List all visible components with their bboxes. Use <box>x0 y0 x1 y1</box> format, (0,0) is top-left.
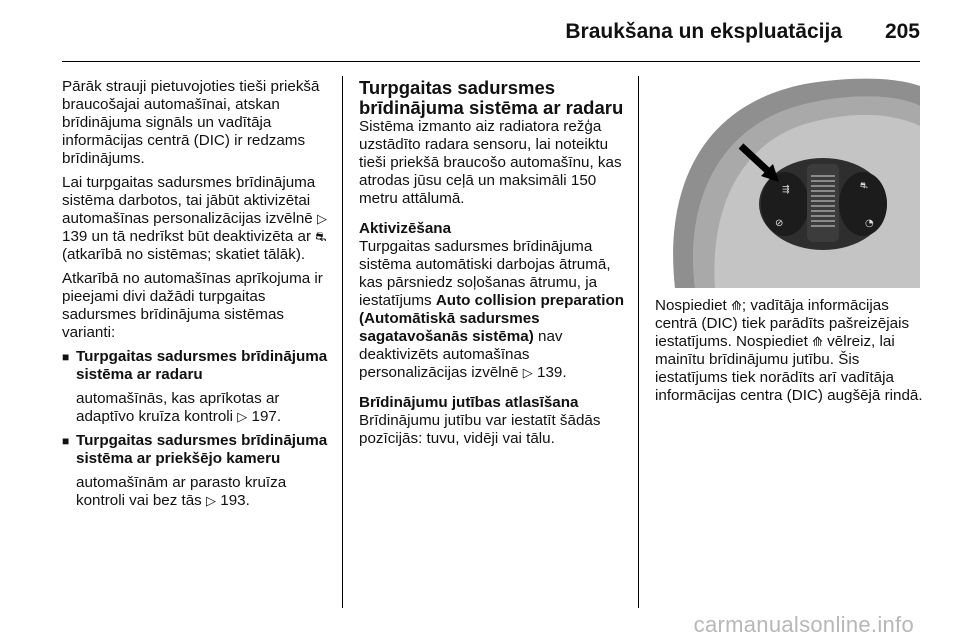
bullet-title: Turpgaitas sadursmes brīdinājuma sistēma ar priekšējo kameru <box>76 432 328 467</box>
watermark: carmanualsonline.info <box>693 612 914 637</box>
paragraph-activation-requirement <box>62 174 330 264</box>
paragraph-warning: Pārāk strauji pietuvojoties tieši priekšā braucošajai automašīnai, atskan brīdinājuma signāls un vadītāja informācijas centrā (DIC) ir redzams brīdinājums. <box>62 78 320 167</box>
column-1 <box>62 78 330 516</box>
text: automašīnās, kas aprīkotas ar adaptīvo kruīza kontroli <box>76 390 280 425</box>
bullet-icon: ■ <box>62 434 70 448</box>
bullet-title: Turpgaitas sadursmes brīdinājuma sistēma ar radaru <box>76 348 328 383</box>
column-3 <box>655 297 925 411</box>
section-heading: Turpgaitas sadursmes brīdinājuma sistēma ar radaru <box>359 77 624 118</box>
text: vēlreiz, lai mainītu brīdinājumu jutību. Šis iestatījums tiek norādīts arī vadītāja informācijas centra (DIC) augšējā rindā. <box>655 333 923 404</box>
paragraph-variants: Atkarībā no automašīnas aprīkojuma ir pieejami divi dažādi turpgaitas sadursmes brīdinājuma sistēmas varianti: <box>62 270 323 341</box>
following-distance-icon: ⟰ <box>731 298 742 313</box>
text: (atkarībā no sistēmas; skatiet tālāk). <box>62 246 306 263</box>
column-divider-left <box>342 76 343 608</box>
bullet-text <box>62 390 330 426</box>
header-title: Braukšana un ekspluatācija <box>565 20 842 43</box>
paragraph-sensitivity-instructions <box>655 297 925 405</box>
text: 193. <box>220 492 250 509</box>
svg-text:⇶: ⇶ <box>782 185 790 195</box>
paragraph-radar: Sistēma izmanto aiz radiatora režģa uzstādīto radara sensoru, lai noteiktu tieši priekšā braucošo automašīnu, kas atrodas jūsu ceļā un maksimāli 150 metru attālumā. <box>359 118 622 207</box>
column-2 <box>359 78 627 454</box>
page-reference-icon: ▷ <box>522 365 533 380</box>
text: Lai turpgaitas sadursmes brīdinājuma sistēma darbotos, tai jābūt aktivizētai automašīnas personalizācijas izvēlnē <box>62 174 316 227</box>
page-reference-icon: ▷ <box>206 493 217 508</box>
text: 139 un tā nedrīkst būt deaktivizēta ar <box>62 228 312 245</box>
page-number: 205 <box>884 20 920 43</box>
menu-setting-name: Auto collision preparation (Automātiskā sadursmes sagatavošanās sistēma) <box>359 292 624 345</box>
bullet-icon: ■ <box>62 350 70 364</box>
text: automašīnām ar parasto kruīza kontroli vai bez tās <box>76 474 287 509</box>
svg-text:◔: ◔ <box>865 218 874 229</box>
text: ; vadītāja informācijas centrā (DIC) tiek parādīts pašreizējais iestatījums. Nospiediet <box>655 297 910 350</box>
bullet-text <box>62 474 330 510</box>
text: 197. <box>251 408 282 425</box>
steering-wheel-figure <box>655 76 920 288</box>
paragraph-sensitivity: Brīdinājumu jutību var iestatīt šādās pozīcijās: tuvu, vidēji vai tālu. <box>359 412 601 447</box>
text: nav deaktivizēts automašīnas personalizācijas izvēlnē <box>359 328 563 381</box>
svg-text:⊘: ⊘ <box>775 218 784 229</box>
steering-wheel-illustration <box>655 76 920 288</box>
svg-text:⛐: ⛐ <box>860 181 868 191</box>
text: 139. <box>537 364 567 381</box>
text: Turpgaitas sadursmes brīdinājuma sistēma automātiski darbojas ātrumā, kas pārsniedz soļošanas ātrumu, ja iestatījums <box>359 238 611 309</box>
page-reference-icon: ▷ <box>316 211 327 226</box>
header-rule <box>62 61 920 62</box>
text: Nospiediet <box>655 297 727 314</box>
subheading-activation: Aktivizēšana <box>359 220 452 237</box>
bullet-item <box>62 348 330 384</box>
forward-collision-icon: ⛐ <box>315 229 327 244</box>
column-divider-right <box>638 76 639 608</box>
paragraph-activation <box>359 238 627 382</box>
bullet-item <box>62 432 330 468</box>
following-distance-icon: ⟰ <box>812 334 823 349</box>
page-reference-icon: ▷ <box>237 409 248 424</box>
subheading-sensitivity: Brīdinājumu jutības atlasīšana <box>359 394 579 411</box>
